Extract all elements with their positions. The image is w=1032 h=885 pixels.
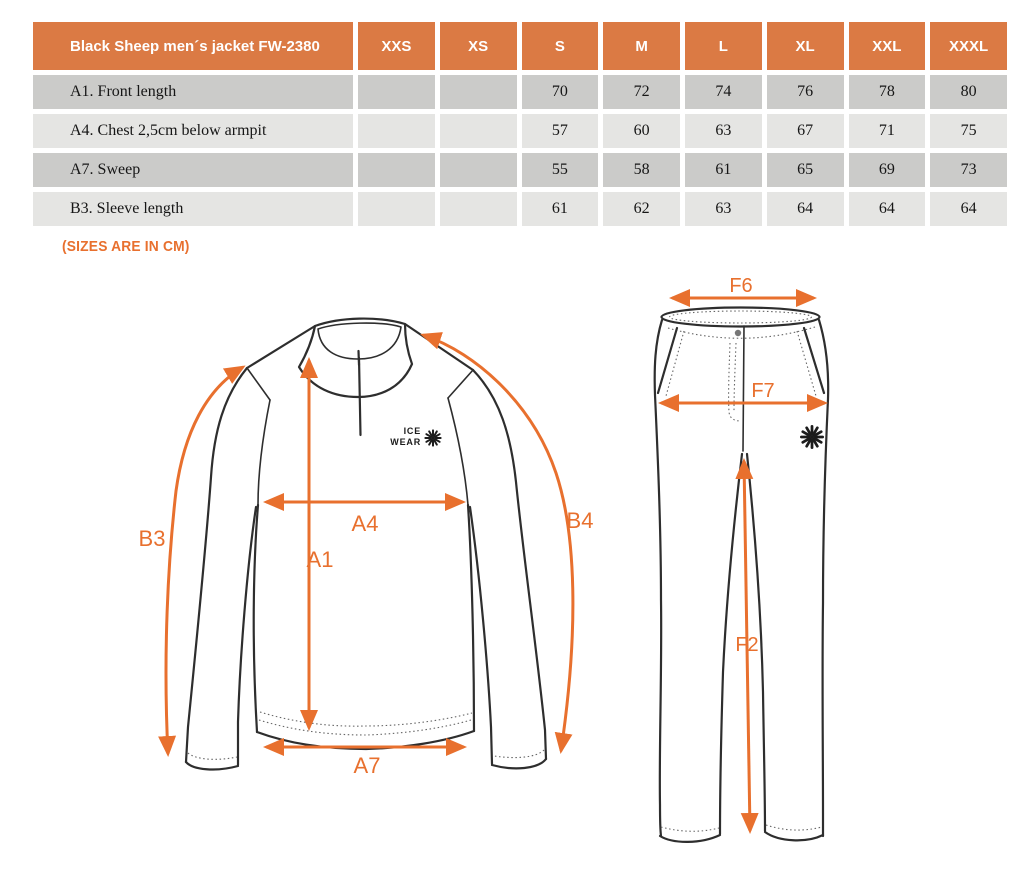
center-front-seam: [743, 326, 744, 451]
size-table: [33, 22, 1007, 226]
right-raglan-seam: [448, 398, 468, 505]
size-col-header-xs: XS: [440, 22, 517, 70]
right-leg-outer: [819, 320, 828, 836]
value-cell: 64: [849, 192, 926, 226]
value-cell: [440, 114, 517, 148]
value-cell: 58: [603, 153, 680, 187]
value-cell: 67: [767, 114, 844, 148]
value-cell: 72: [603, 75, 680, 109]
sizes-note: (SIZES ARE IN CM): [62, 238, 190, 255]
row-label-a4: A4. Chest 2,5cm below armpit: [33, 114, 353, 148]
waist-button: [735, 330, 741, 336]
row-label-a1: A1. Front length: [33, 75, 353, 109]
size-col-header-xxl: XXL: [849, 22, 926, 70]
size-col-header-m: M: [603, 22, 680, 70]
value-cell: 63: [685, 192, 762, 226]
label-f7: F7: [751, 380, 775, 402]
left-cuff-stitch: [188, 753, 237, 759]
left-leg-outer: [655, 320, 662, 836]
hem-stitch-2: [260, 712, 472, 726]
value-cell: [440, 153, 517, 187]
row-label-b3: B3. Sleeve length: [33, 192, 353, 226]
value-cell: 78: [849, 75, 926, 109]
table-title: Black Sheep men´s jacket FW-2380: [33, 22, 353, 70]
left-yoke-seam: [247, 368, 270, 400]
value-cell: 65: [767, 153, 844, 187]
snowflake-icon: [425, 430, 440, 445]
size-diagram: [0, 265, 1032, 885]
value-cell: 64: [767, 192, 844, 226]
body-right-side: [468, 505, 474, 731]
value-cell: 55: [522, 153, 599, 187]
value-cell: [358, 153, 435, 187]
size-col-header-xxxl: XXXL: [930, 22, 1007, 70]
left-cuff: [186, 762, 238, 769]
label-f2: F2: [735, 634, 759, 656]
right-pocket-stitch: [797, 331, 816, 396]
value-cell: 74: [685, 75, 762, 109]
left-hem-stitch: [661, 827, 719, 831]
waist-opening: [662, 308, 820, 327]
value-cell: 60: [603, 114, 680, 148]
value-cell: [440, 192, 517, 226]
jacket-collar: [299, 319, 412, 397]
left-pocket-trim: [658, 328, 677, 393]
label-a7: A7: [353, 753, 381, 778]
left-shoulder-line: [247, 326, 315, 368]
right-pocket-trim: [804, 328, 824, 393]
logo-text-line1: ICE: [403, 426, 421, 436]
label-a4: A4: [351, 511, 379, 536]
value-cell: 80: [930, 75, 1007, 109]
right-yoke-seam: [448, 370, 473, 398]
value-cell: 69: [849, 153, 926, 187]
label-f6: F6: [729, 275, 753, 297]
right-cuff-stitch: [494, 750, 544, 758]
value-cell: 76: [767, 75, 844, 109]
value-cell: [358, 192, 435, 226]
icewear-logo: [390, 426, 440, 447]
size-col-header-s: S: [522, 22, 599, 70]
value-cell: [440, 75, 517, 109]
zipper-line: [359, 358, 361, 435]
value-cell: [358, 75, 435, 109]
value-cell: 64: [930, 192, 1007, 226]
left-raglan-seam: [258, 400, 270, 505]
arrow-b4: [423, 335, 573, 751]
waist-stitch: [670, 311, 812, 323]
value-cell: 70: [522, 75, 599, 109]
label-b4: B4: [566, 508, 594, 533]
value-cell: 61: [522, 192, 599, 226]
size-col-header-l: L: [685, 22, 762, 70]
value-cell: 63: [685, 114, 762, 148]
size-col-header-xl: XL: [767, 22, 844, 70]
size-col-header-xxs: XXS: [358, 22, 435, 70]
value-cell: 75: [930, 114, 1007, 148]
pants-outline: [655, 308, 829, 842]
value-cell: 61: [685, 153, 762, 187]
value-cell: [358, 114, 435, 148]
value-cell: 57: [522, 114, 599, 148]
hem-stitch-1: [259, 720, 471, 735]
waistband-stitch: [668, 327, 815, 338]
right-cuff: [492, 759, 546, 768]
value-cell: 62: [603, 192, 680, 226]
value-cell: 71: [849, 114, 926, 148]
snowflake-icon: [801, 426, 822, 447]
row-label-a7: A7. Sweep: [33, 153, 353, 187]
jacket-outline: [186, 319, 546, 770]
right-hem-stitch: [766, 825, 822, 830]
label-a1: A1: [306, 547, 334, 572]
fly-stitch-1: [729, 343, 741, 421]
right-leg-hem: [765, 832, 823, 840]
fly-stitch-2: [734, 343, 736, 411]
logo-text-line2: WEAR: [390, 437, 421, 447]
label-b3: B3: [138, 526, 166, 551]
value-cell: 73: [930, 153, 1007, 187]
right-shoulder-line: [405, 324, 473, 370]
left-pocket-stitch: [666, 331, 684, 396]
body-left-side: [254, 505, 258, 732]
left-leg-hem: [660, 835, 720, 842]
